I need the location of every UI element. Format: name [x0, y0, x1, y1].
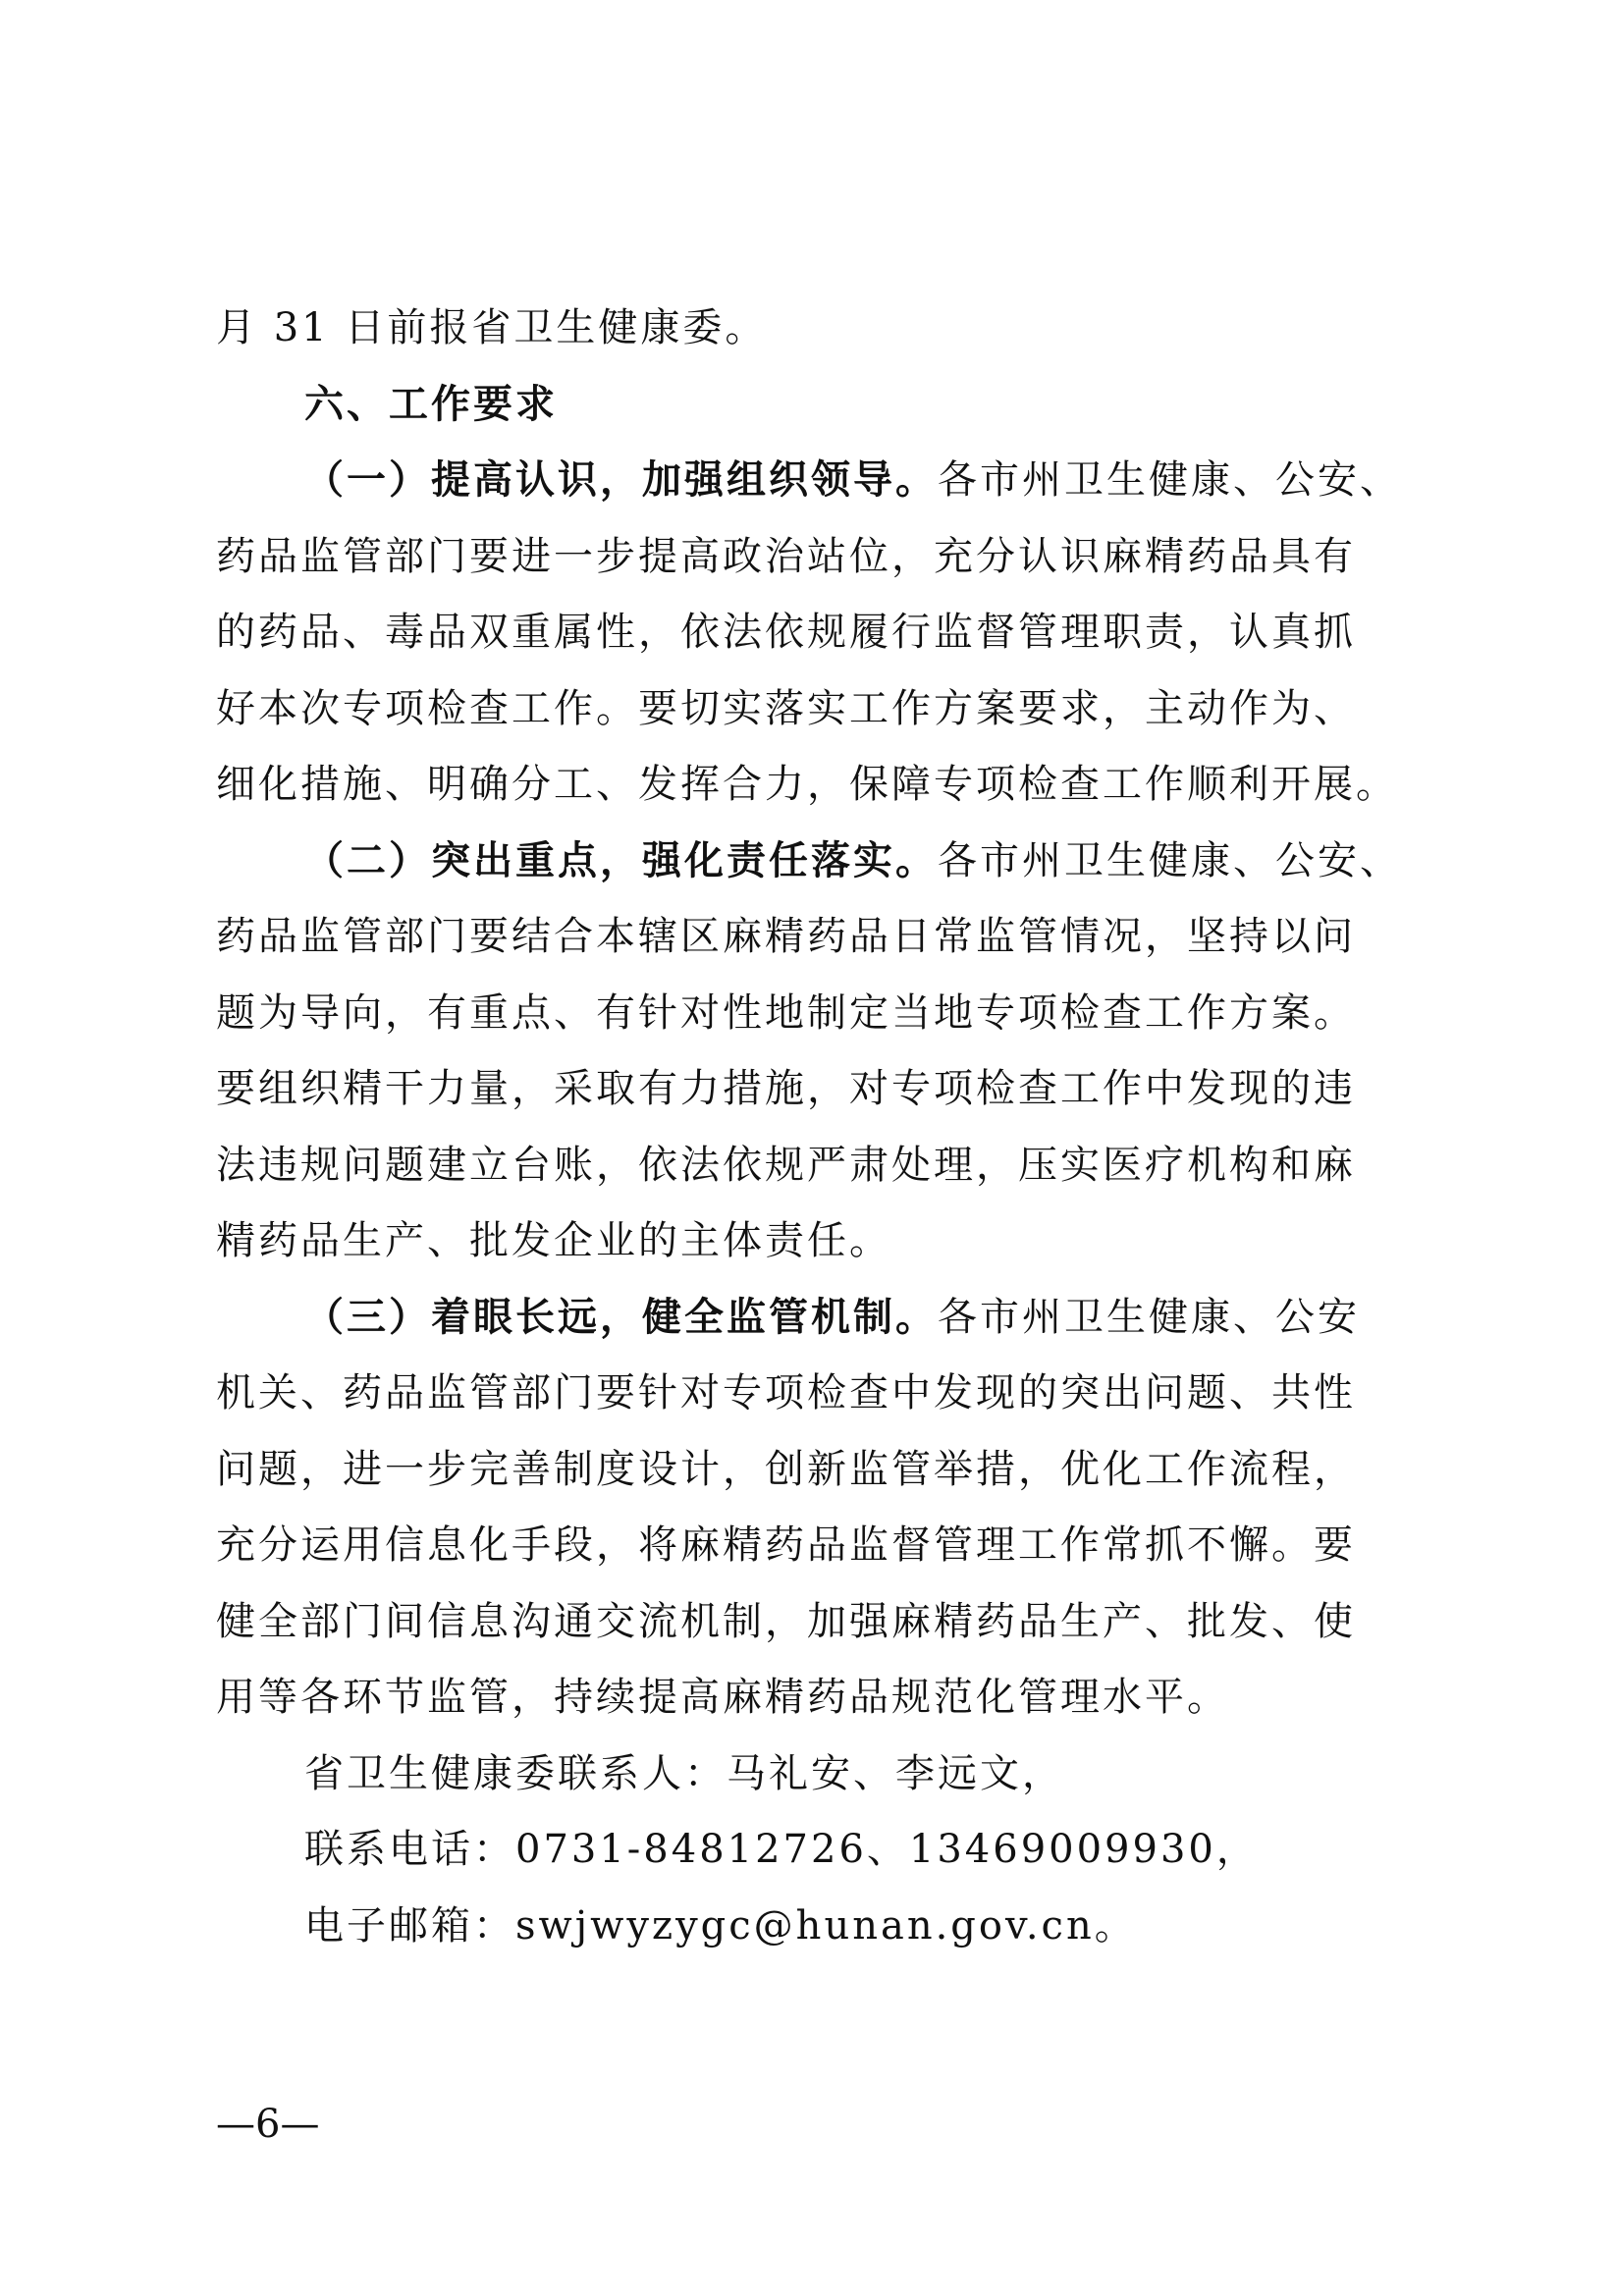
- contact-email: 电子邮箱：swjwyzygc@hunan.gov.cn。: [304, 1903, 1137, 1949]
- body-line: 法违规问题建立台账，依法依规严肃处理，压实医疗机构和麻: [216, 1143, 1356, 1188]
- body-line: 好本次专项检查工作。要切实落实工作方案要求，主动作为、: [216, 686, 1356, 731]
- paragraph-lead-text: 各市州卫生健康、公安、: [938, 838, 1402, 883]
- body-line: 题为导向，有重点、有针对性地制定当地专项检查工作方案。: [216, 990, 1356, 1036]
- paragraph-first-line: [304, 835, 1512, 886]
- body-line: 健全部门间信息沟通交流机制，加强麻精药品生产、批发、使: [216, 1599, 1356, 1644]
- body-line: 细化措施、明确分工、发挥合力，保障专项检查工作顺利开展。: [216, 762, 1398, 807]
- body-line: 精药品生产、批发企业的主体责任。: [216, 1218, 891, 1263]
- paragraph-lead-text: 各市州卫生健康、公安、: [938, 457, 1402, 503]
- paragraph-lead-title: （一）提高认识，加强组织领导。: [304, 456, 938, 503]
- paragraph-first-line: [304, 1292, 1512, 1343]
- paragraph-lead-text: 各市州卫生健康、公安: [938, 1295, 1360, 1340]
- contact-phone: 联系电话：0731-84812726、13469009930，: [304, 1827, 1259, 1872]
- body-line: 要组织精干力量，采取有力措施，对专项检查工作中发现的违: [216, 1066, 1356, 1111]
- paragraph-first-line: [304, 454, 1512, 506]
- paragraph-lead-title: （三）着眼长远，健全监管机制。: [304, 1294, 938, 1340]
- body-line: 药品监管部门要进一步提高政治站位，充分认识麻精药品具有: [216, 534, 1356, 579]
- body-line: 充分运用信息化手段，将麻精药品监督管理工作常抓不懈。要: [216, 1522, 1356, 1568]
- paragraph-lead-title: （二）突出重点，强化责任落实。: [304, 837, 938, 883]
- page-number: —6—: [216, 2102, 320, 2147]
- body-line: 月 31 日前报省卫生健康委。: [216, 305, 768, 350]
- contact-person: 省卫生健康委联系人：马礼安、李远文，: [304, 1751, 1064, 1796]
- body-line: 机关、药品监管部门要针对专项检查中发现的突出问题、共性: [216, 1370, 1356, 1415]
- body-line: 问题，进一步完善制度设计，创新监管举措，优化工作流程，: [216, 1447, 1356, 1492]
- body-line: 的药品、毒品双重属性，依法依规履行监督管理职责，认真抓: [216, 610, 1356, 655]
- section-heading: 六、工作要求: [304, 382, 558, 427]
- body-line: 药品监管部门要结合本辖区麻精药品日常监管情况，坚持以问: [216, 914, 1356, 959]
- body-line: 用等各环节监管，持续提高麻精药品规范化管理水平。: [216, 1675, 1229, 1720]
